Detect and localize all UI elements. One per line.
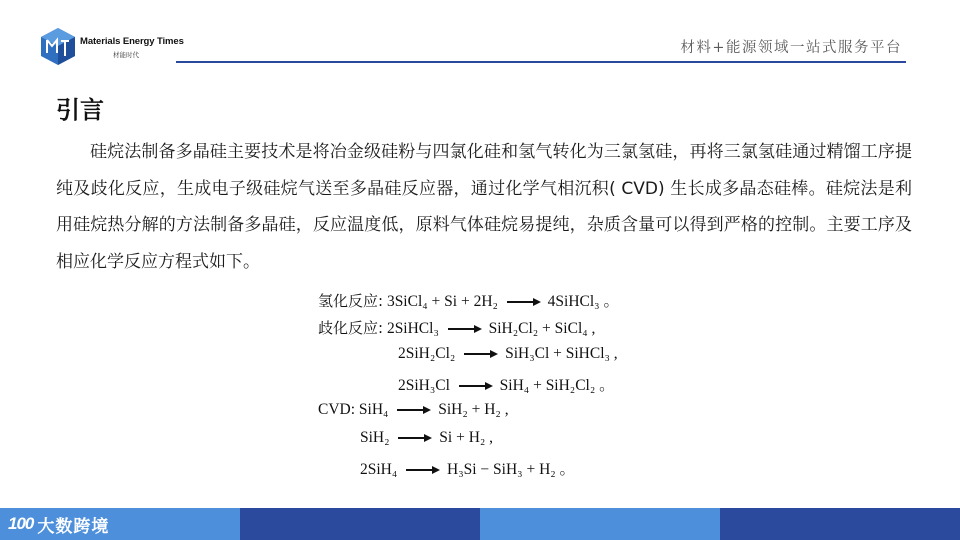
reaction-arrow-icon bbox=[397, 405, 431, 415]
equation-lhs: SiH₂ bbox=[360, 429, 390, 446]
equation-rhs: SiH₄ + SiH₂Cl₂ 。 bbox=[499, 377, 615, 394]
equation-row-5 bbox=[318, 401, 509, 419]
equation-row-1 bbox=[318, 289, 619, 311]
equation-lhs: 2SiHCl₃ bbox=[386, 320, 439, 337]
equation-label: CVD: bbox=[318, 401, 356, 418]
equation-lhs: 2SiH₄ bbox=[360, 461, 398, 478]
footer-logo-text: 大数跨境 bbox=[37, 516, 110, 537]
equation-lhs: SiH₄ bbox=[358, 401, 389, 418]
reaction-arrow-icon bbox=[464, 349, 498, 359]
logo-mark bbox=[38, 26, 78, 66]
intro-paragraph: 硅烷法制备多晶硅主要技术是将冶金级硅粉与四氯化硅和氢气转化为三氯氢硅，再将三氯氢硅通过精馏工序提纯及歧化反应，生成电子级硅烷气送至多晶硅反应器，通过化学气相沉积( CVD) 生长成多晶态硅棒。硅烷法是利用硅烷热分解的方法制备多晶硅，反应温度低，原料气体硅烷易提纯，杂质含量可以得到严格的控制。主要工序及相应化学反应方程式如下。 bbox=[56, 142, 912, 272]
equation-row-4 bbox=[398, 373, 615, 395]
equation-label: 歧化反应: bbox=[318, 319, 384, 337]
header-tagline: 材料+能源领域一站式服务平台 bbox=[680, 40, 902, 56]
equation-row-6 bbox=[360, 429, 493, 447]
footer-logo bbox=[8, 513, 109, 535]
brand-name-cn: 材能时代 bbox=[113, 51, 139, 59]
equation-rhs: SiH₂ + H₂ , bbox=[438, 401, 509, 418]
brand-name-en: Materials Energy Times bbox=[80, 36, 184, 47]
footer-logo-number: 100 bbox=[8, 514, 34, 533]
header-divider bbox=[176, 61, 906, 63]
equation-block bbox=[318, 285, 678, 485]
equation-lhs: 2SiH₃Cl bbox=[398, 377, 450, 394]
reaction-arrow-icon bbox=[459, 381, 493, 391]
footer-segment bbox=[720, 508, 960, 540]
equation-rhs: SiH₂Cl₂ + SiCl₄ , bbox=[488, 320, 596, 337]
equation-lhs: 3SiCl₄ + Si + 2H₂ bbox=[386, 293, 498, 310]
equation-rhs: SiH₃Cl + SiHCl₃ , bbox=[505, 345, 618, 362]
footer-segment bbox=[240, 508, 480, 540]
footer-segment bbox=[480, 508, 720, 540]
equation-rhs: H₃Si − SiH₃ + H₂ 。 bbox=[447, 461, 576, 478]
footer-bar bbox=[0, 508, 960, 540]
equation-row-7 bbox=[360, 457, 575, 479]
equation-rhs: 4SiHCl₃ 。 bbox=[547, 293, 619, 310]
equation-lhs: 2SiH₂Cl₂ bbox=[398, 345, 456, 362]
cube-logo-icon bbox=[38, 26, 78, 66]
equation-rhs: Si + H₂ , bbox=[439, 429, 494, 446]
reaction-arrow-icon bbox=[406, 465, 440, 475]
equation-row-2 bbox=[318, 317, 595, 338]
equation-row-3 bbox=[398, 345, 618, 363]
reaction-arrow-icon bbox=[448, 324, 482, 334]
reaction-arrow-icon bbox=[398, 433, 432, 443]
section-heading: 引言 bbox=[56, 96, 104, 124]
reaction-arrow-icon bbox=[507, 297, 541, 307]
equation-label: 氢化反应: bbox=[318, 292, 384, 310]
